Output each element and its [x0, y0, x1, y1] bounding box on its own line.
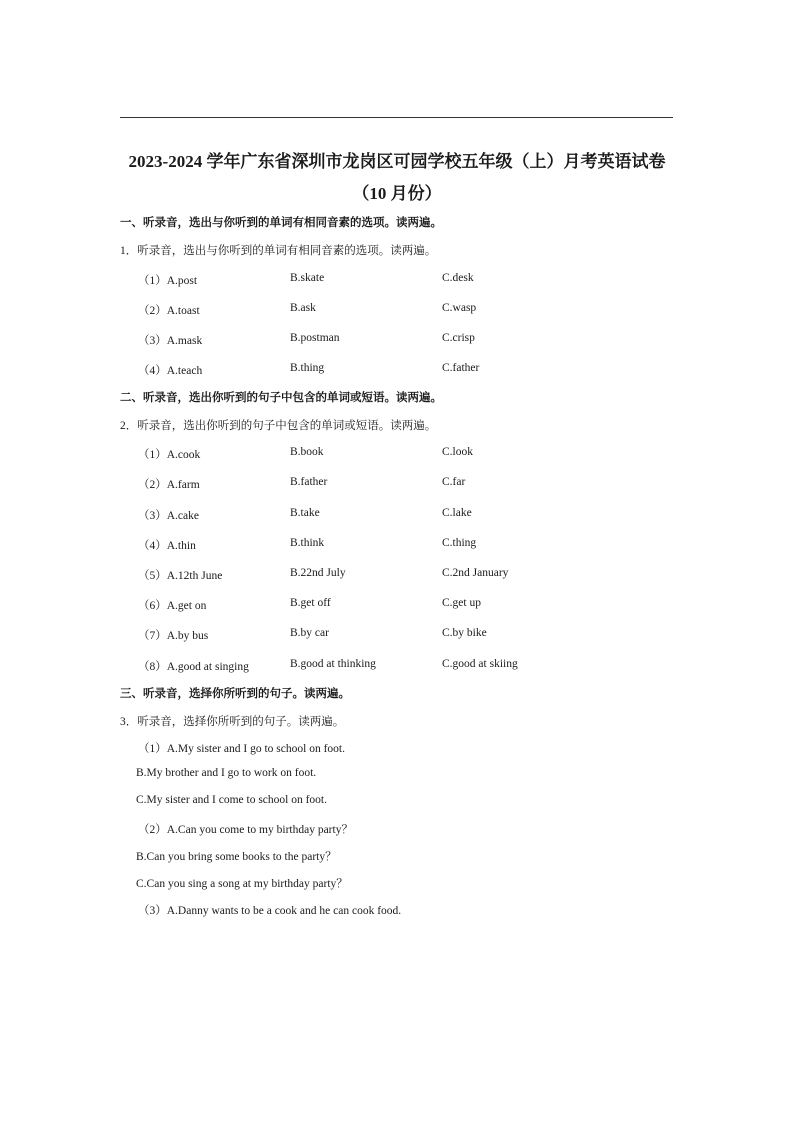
- section-heading: 二、听录音，选出你听到的句子中包含的单词或短语。读两遍。: [120, 392, 442, 404]
- answer-line: C.My sister and I come to school on foot.: [136, 794, 328, 806]
- answer-line: C.Can you sing a song at my birthday party？: [136, 878, 348, 890]
- question-stem: 3．听录音，选择你所听到的句子。读两遍。: [120, 716, 345, 728]
- option-b: B.take: [290, 507, 320, 519]
- option-b: B.father: [290, 476, 328, 488]
- option-a: （4）A.teach: [138, 365, 203, 377]
- option-a: （2）A.farm: [138, 479, 200, 491]
- option-b: B.think: [290, 537, 325, 549]
- option-a: （2）A.toast: [138, 305, 200, 317]
- section-heading: 一、听录音，选出与你听到的单词有相同音素的选项。读两遍。: [120, 217, 442, 229]
- option-b: B.by car: [290, 627, 329, 639]
- option-a: （3）A.cake: [138, 510, 199, 522]
- header-rule: [120, 117, 673, 118]
- option-c: C.crisp: [442, 332, 475, 344]
- question-stem: 1．听录音，选出与你听到的单词有相同音素的选项。读两遍。: [120, 245, 437, 257]
- answer-line: （1）A.My sister and I go to school on foot.: [138, 743, 345, 755]
- option-a: （4）A.thin: [138, 540, 196, 552]
- option-b: B.good at thinking: [290, 658, 376, 670]
- option-c: C.by bike: [442, 627, 487, 639]
- option-b: B.skate: [290, 272, 325, 284]
- option-c: C.far: [442, 476, 466, 488]
- option-b: B.thing: [290, 362, 325, 374]
- option-c: C.lake: [442, 507, 472, 519]
- question-stem: 2．听录音，选出你听到的句子中包含的单词或短语。读两遍。: [120, 420, 437, 432]
- option-c: C.desk: [442, 272, 474, 284]
- answer-line: B.Can you bring some books to the party？: [136, 851, 337, 863]
- option-b: B.postman: [290, 332, 340, 344]
- answer-line: （2）A.Can you come to my birthday party？: [138, 824, 353, 836]
- option-a: （7）A.by bus: [138, 630, 209, 642]
- option-c: C.look: [442, 446, 473, 458]
- answer-line: （3）A.Danny wants to be a cook and he can cook food.: [138, 905, 402, 917]
- option-c: C.father: [442, 362, 480, 374]
- option-b: B.ask: [290, 302, 316, 314]
- option-b: B.get off: [290, 597, 331, 609]
- section-heading: 三、听录音，选择你所听到的句子。读两遍。: [120, 688, 350, 700]
- option-a: （8）A.good at singing: [138, 661, 249, 673]
- page-title: 2023-2024 学年广东省深圳市龙岗区可园学校五年级（上）月考英语试卷: [128, 152, 666, 171]
- page-subtitle: （10 月份）: [352, 184, 442, 203]
- option-c: C.2nd January: [442, 567, 509, 579]
- answer-line: B.My brother and I go to work on foot.: [136, 767, 317, 779]
- option-b: B.book: [290, 446, 324, 458]
- option-a: （5）A.12th June: [138, 570, 223, 582]
- option-c: C.get up: [442, 597, 481, 609]
- option-a: （3）A.mask: [138, 335, 203, 347]
- option-a: （6）A.get on: [138, 600, 207, 612]
- option-c: C.good at skiing: [442, 658, 518, 670]
- option-c: C.wasp: [442, 302, 477, 314]
- option-a: （1）A.post: [138, 275, 198, 287]
- option-a: （1）A.cook: [138, 449, 201, 461]
- option-c: C.thing: [442, 537, 477, 549]
- option-b: B.22nd July: [290, 567, 346, 579]
